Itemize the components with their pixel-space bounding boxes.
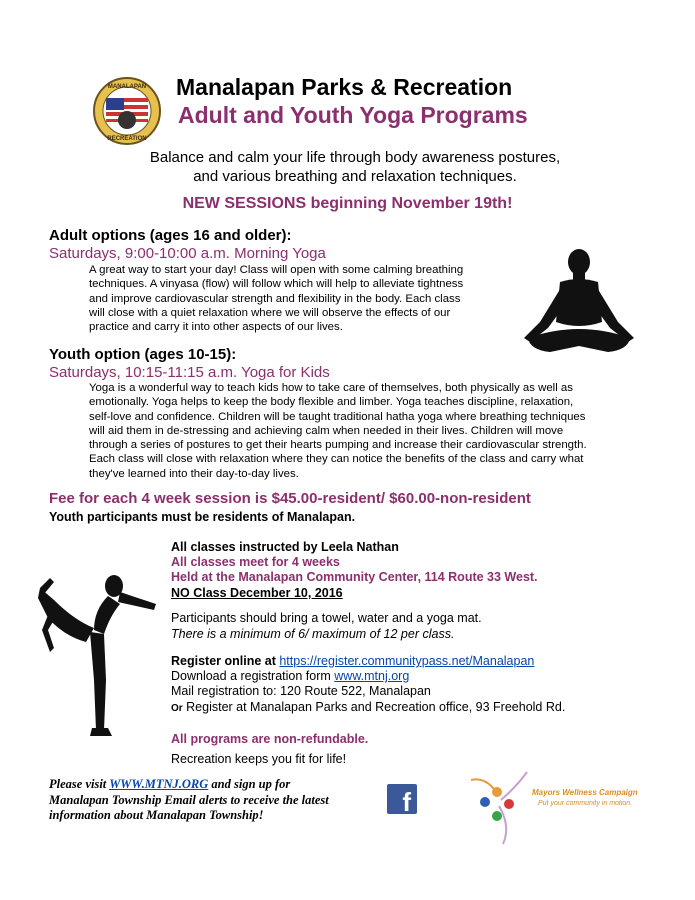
instructor-text: All classes instructed by Leela Nathan	[171, 540, 399, 554]
footer-post: and sign up for Manalapan Township Email alerts to receive the latest information about Manalapan Township!	[49, 777, 329, 822]
svg-text:RECREATION: RECREATION	[107, 136, 147, 142]
class-size-text: There is a minimum of 6/ maximum of 12 per class.	[171, 627, 455, 641]
register-online-label: Register online at	[171, 654, 280, 668]
youth-description	[89, 381, 649, 481]
duration-text: All classes meet for 4 weeks	[171, 555, 340, 569]
residency-note: Youth participants must be residents of Manalapan.	[49, 510, 356, 524]
wellness-campaign-title: Mayors Wellness Campaign	[532, 788, 638, 797]
svg-text:MANALAPAN: MANALAPAN	[107, 84, 147, 90]
footer-pre: Please visit	[49, 777, 110, 791]
facebook-icon[interactable]: f	[387, 784, 417, 814]
dancer-pose-silhouette	[34, 570, 160, 740]
wellness-campaign-logo-icon	[467, 766, 531, 846]
fee-text: Fee for each 4 week session is $45.00-resident/ $60.00-non-resident	[49, 490, 531, 507]
youth-desc-line: Yoga is a wonderful way to teach kids how to take care of themselves, both physically as well as	[89, 382, 573, 394]
download-form-label: Download a registration form	[171, 669, 335, 683]
adult-schedule: Saturdays, 9:00-10:00 a.m. Morning Yoga	[49, 245, 326, 262]
download-form-line	[171, 669, 409, 683]
bring-items-text: Participants should bring a towel, water and a yoga mat.	[171, 611, 482, 625]
register-online-line	[171, 654, 534, 668]
page-title: Manalapan Parks & Recreation	[176, 74, 513, 100]
adult-heading: Adult options (ages 16 and older):	[49, 227, 292, 244]
sessions-banner: NEW SESSIONS beginning November 19th!	[182, 195, 513, 212]
office-registration-text: Register at Manalapan Parks and Recreation office, 93 Freehold Rd.	[182, 700, 566, 714]
location-text: Held at the Manalapan Community Center, 114 Route 33 West.	[171, 570, 538, 584]
download-form-link[interactable]: www.mtnj.org	[334, 669, 410, 683]
youth-schedule: Saturdays, 10:15-11:15 a.m. Yoga for Kids	[49, 364, 330, 381]
footer-note	[49, 777, 339, 824]
adult-desc-line: practice and carry it into other aspects of our lives.	[89, 321, 343, 334]
youth-desc-line: emotionally. Yoga helps to keep the body flexible and limber. Yoga teaches discipline, relaxation,	[89, 396, 574, 409]
youth-desc-line: will aid them in de-stressing and achieving calm when needed in their lives. Children will move	[89, 424, 564, 437]
youth-desc-line: they've learned into their day-to-day lives.	[89, 467, 299, 480]
youth-desc-line: through a series of postures to get their hearts pumping and increase their cardiovascular strength.	[89, 439, 587, 452]
mail-registration-text: Mail registration to: 120 Route 522, Manalapan	[171, 684, 431, 698]
wellness-campaign-slogan: Put your community in motion.	[538, 800, 633, 807]
adult-desc-line: and improve cardiovascular strength and flexibility in the body. Each class	[89, 292, 461, 305]
meditation-pose-silhouette	[518, 242, 640, 357]
adult-description	[89, 263, 519, 334]
adult-desc-line: will close with a quiet relaxation where we will observe the effects of our	[89, 306, 451, 319]
manalapan-recreation-logo	[92, 76, 162, 146]
footer-website-link[interactable]: WWW.MTNJ.ORG	[109, 777, 209, 791]
tagline-line-2: and various breathing and relaxation techniques.	[193, 168, 517, 185]
register-online-link[interactable]: https://register.communitypass.net/Manalapan	[279, 654, 535, 668]
youth-desc-line: self-love and confidence. Children will be taught traditional hatha yoga where breathing techniques	[89, 410, 586, 423]
page-subtitle: Adult and Youth Yoga Programs	[178, 102, 528, 128]
youth-heading: Youth option (ages 10-15):	[49, 346, 237, 363]
office-registration-line	[171, 700, 565, 714]
refund-policy: All programs are non-refundable.	[171, 732, 369, 746]
adult-desc-line: A great way to start your day! Class will open with some calming breathing	[89, 264, 464, 276]
tagline	[120, 148, 590, 186]
tagline-line-1: Balance and calm your life through body awareness postures,	[149, 149, 561, 166]
or-label: Or	[171, 703, 183, 714]
motto-text: Recreation keeps you fit for life!	[171, 752, 347, 766]
no-class-notice: NO Class December 10, 2016	[171, 586, 343, 600]
youth-desc-line: Each class will close with relaxation where they can notice the benefits of the class and carry what	[89, 453, 584, 466]
adult-desc-line: techniques. A vinyasa (flow) will follow which will help to alleviate tightness	[89, 278, 464, 291]
